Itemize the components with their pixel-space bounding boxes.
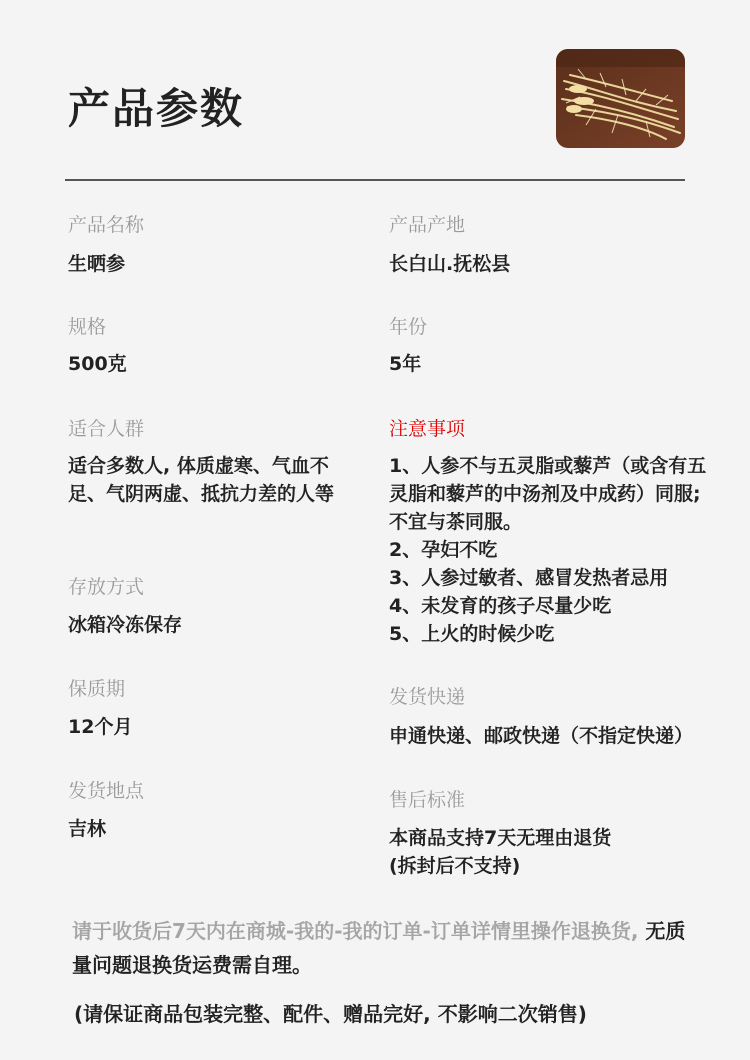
origin-value: 长白山.抚松县 xyxy=(389,253,511,275)
return-policy-instruction: 请于收货后7天内在商城-我的-我的订单-订单详情里操作退换货, xyxy=(72,919,639,943)
origin-label: 产品产地 xyxy=(389,214,466,236)
storage-label: 存放方式 xyxy=(68,576,145,598)
note-item: 1、人参不与五灵脂或藜芦（或含有五灵脂和藜芦的中汤剂及中成药）同服; 不宜与茶同服。 xyxy=(389,455,707,533)
ship-from-label: 发货地点 xyxy=(68,780,145,802)
product-image xyxy=(556,49,685,148)
header-divider xyxy=(65,179,685,181)
spec-label: 规格 xyxy=(68,316,107,338)
return-policy-shipping: 无质量问题退换货运费需自理。 xyxy=(72,919,686,977)
shelf-life-label: 保质期 xyxy=(68,678,126,700)
suitable-people-value: 适合多数人, 体质虚寒、气血不足、气阴两虚、抵抗力差的人等 xyxy=(68,455,335,505)
express-label: 发货快递 xyxy=(389,686,466,708)
year-value: 5年 xyxy=(389,353,422,375)
spec-value: 500克 xyxy=(68,353,127,375)
packaging-note: (请保证商品包装完整、配件、赠品完好, 不影响二次销售) xyxy=(74,1002,587,1026)
notes-label: 注意事项 xyxy=(389,418,466,440)
return-policy xyxy=(72,914,692,982)
suitable-people-label: 适合人群 xyxy=(68,418,145,440)
shelf-life-value: 12个月 xyxy=(68,716,133,738)
after-sale-line2: (拆封后不支持) xyxy=(389,855,521,877)
page-title: 产品参数 xyxy=(68,84,245,133)
note-item: 2、孕妇不吃 xyxy=(389,539,498,561)
notes-list xyxy=(389,452,719,648)
year-label: 年份 xyxy=(389,316,428,338)
after-sale-line1: 本商品支持7天无理由退货 xyxy=(389,827,612,849)
product-name-label: 产品名称 xyxy=(68,214,145,236)
note-item: 4、未发育的孩子尽量少吃 xyxy=(389,595,612,617)
storage-value: 冰箱冷冻保存 xyxy=(68,614,183,636)
product-name-value: 生晒参 xyxy=(68,253,126,275)
ginseng-photo-icon xyxy=(556,49,685,148)
note-item: 5、上火的时候少吃 xyxy=(389,623,555,645)
ship-from-value: 吉林 xyxy=(68,818,107,840)
after-sale-label: 售后标准 xyxy=(389,789,466,811)
express-value: 申通快递、邮政快递（不指定快递） xyxy=(389,725,694,747)
note-item: 3、人参过敏者、感冒发热者忌用 xyxy=(389,567,669,589)
